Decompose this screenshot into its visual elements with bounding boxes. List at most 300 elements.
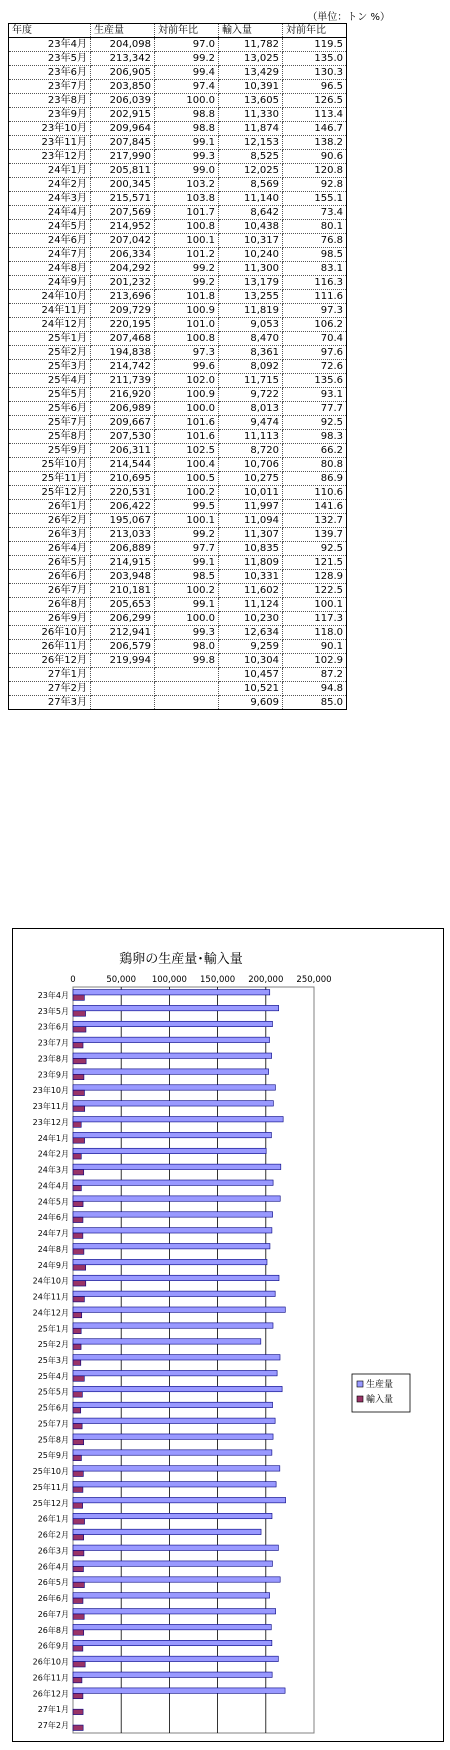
production-yoy-cell: 99.5: [155, 500, 219, 514]
y-tick-label: 24年7月: [37, 1229, 69, 1239]
bar-import: [73, 1138, 85, 1143]
production-yoy-cell: 101.2: [155, 248, 219, 262]
month-cell: 25年11月: [9, 472, 91, 486]
bar-production: [73, 1069, 269, 1074]
y-tick-label: 26年5月: [37, 1578, 69, 1588]
month-cell: 26年6月: [9, 570, 91, 584]
bar-production: [73, 1053, 272, 1058]
import-yoy-cell: 110.6: [283, 486, 347, 500]
import-yoy-cell: 92.5: [283, 542, 347, 556]
y-tick-label: 26年8月: [37, 1625, 69, 1635]
chart-title: 鶏卵の生産量･輸入量: [119, 952, 243, 967]
production-cell: 210,181: [91, 584, 155, 598]
month-cell: 24年8月: [9, 262, 91, 276]
month-cell: 27年2月: [9, 682, 91, 696]
table-row: [9, 52, 347, 66]
table-row: [9, 346, 347, 360]
import-cell: 8,013: [219, 402, 283, 416]
production-yoy-cell: 99.2: [155, 262, 219, 276]
import-cell: 10,230: [219, 612, 283, 626]
month-cell: 26年2月: [9, 514, 91, 528]
import-cell: 11,819: [219, 304, 283, 318]
y-tick-label: 24年2月: [37, 1149, 69, 1159]
production-yoy-cell: 98.8: [155, 108, 219, 122]
table-row: [9, 80, 347, 94]
x-tick-label: 0: [70, 975, 76, 985]
month-cell: 25年5月: [9, 388, 91, 402]
column-header: 対前年比: [283, 24, 347, 38]
x-tick-label: 200,000: [248, 975, 284, 985]
month-cell: 27年3月: [9, 696, 91, 710]
production-cell: 220,195: [91, 318, 155, 332]
table-row: [9, 38, 347, 52]
bar-production: [73, 1307, 285, 1312]
bar-production: [73, 1370, 277, 1375]
import-yoy-cell: 138.2: [283, 136, 347, 150]
production-yoy-cell: 100.0: [155, 612, 219, 626]
bar-production: [73, 1672, 272, 1677]
month-cell: 25年1月: [9, 332, 91, 346]
y-tick-label: 25年4月: [37, 1371, 69, 1381]
bar-import: [73, 1249, 84, 1254]
table-row: [9, 430, 347, 444]
bar-production: [73, 1545, 278, 1550]
bar-production: [73, 1005, 279, 1010]
bar-production: [73, 1402, 273, 1407]
bar-import: [73, 1519, 85, 1524]
month-cell: 23年9月: [9, 108, 91, 122]
y-tick-label: 26年7月: [37, 1609, 69, 1619]
y-tick-label: 26年3月: [37, 1546, 69, 1556]
month-cell: 25年6月: [9, 402, 91, 416]
table-row: [9, 402, 347, 416]
table-row: [9, 570, 347, 584]
import-cell: 10,275: [219, 472, 283, 486]
production-cell: 204,292: [91, 262, 155, 276]
production-yoy-cell: 100.8: [155, 220, 219, 234]
import-cell: 12,634: [219, 626, 283, 640]
import-yoy-cell: 92.8: [283, 178, 347, 192]
y-tick-label: 24年5月: [37, 1197, 69, 1207]
import-cell: 10,391: [219, 80, 283, 94]
import-yoy-cell: 132.7: [283, 514, 347, 528]
production-cell: 205,811: [91, 164, 155, 178]
import-yoy-cell: 155.1: [283, 192, 347, 206]
y-tick-label: 24年1月: [37, 1133, 69, 1143]
production-yoy-cell: 100.9: [155, 388, 219, 402]
y-tick-label: 25年8月: [37, 1435, 69, 1445]
production-yoy-cell: 100.0: [155, 402, 219, 416]
bar-import: [73, 1106, 85, 1111]
month-cell: 25年2月: [9, 346, 91, 360]
production-yoy-cell: 97.7: [155, 542, 219, 556]
import-yoy-cell: 80.8: [283, 458, 347, 472]
bar-import: [73, 1614, 84, 1619]
month-cell: 23年6月: [9, 66, 91, 80]
table-row: [9, 500, 347, 514]
table-row: [9, 444, 347, 458]
production-yoy-cell: 99.6: [155, 360, 219, 374]
import-yoy-cell: 93.1: [283, 388, 347, 402]
y-tick-label: 24年10月: [32, 1276, 69, 1286]
y-tick-label: 27年1月: [37, 1705, 69, 1715]
import-yoy-cell: 130.3: [283, 66, 347, 80]
bar-production: [73, 1101, 273, 1106]
month-cell: 24年2月: [9, 178, 91, 192]
production-cell: 216,920: [91, 388, 155, 402]
bar-import: [73, 1154, 81, 1159]
bar-import: [73, 1598, 83, 1603]
bar-production: [73, 1418, 275, 1423]
import-yoy-cell: 120.8: [283, 164, 347, 178]
production-cell: 206,299: [91, 612, 155, 626]
x-tick-label: 50,000: [106, 975, 137, 985]
bar-import: [73, 1503, 83, 1508]
month-cell: 24年6月: [9, 234, 91, 248]
bar-production: [73, 1529, 261, 1534]
y-tick-label: 23年7月: [37, 1038, 69, 1048]
production-cell: 206,889: [91, 542, 155, 556]
y-tick-label: 23年9月: [37, 1070, 69, 1080]
import-yoy-cell: 106.2: [283, 318, 347, 332]
table-row: [9, 220, 347, 234]
column-header: 年度: [9, 24, 91, 38]
bar-production: [73, 1482, 276, 1487]
table-row: [9, 94, 347, 108]
month-cell: 26年3月: [9, 528, 91, 542]
production-yoy-cell: 101.0: [155, 318, 219, 332]
import-cell: 8,361: [219, 346, 283, 360]
import-yoy-cell: 97.6: [283, 346, 347, 360]
month-cell: 26年8月: [9, 598, 91, 612]
production-yoy-cell: 102.0: [155, 374, 219, 388]
table-row: [9, 248, 347, 262]
production-yoy-cell: 100.4: [155, 458, 219, 472]
table-row: [9, 164, 347, 178]
bar-import: [73, 1630, 84, 1635]
month-cell: 24年4月: [9, 206, 91, 220]
production-cell: 214,742: [91, 360, 155, 374]
import-cell: 10,331: [219, 570, 283, 584]
month-cell: 25年8月: [9, 430, 91, 444]
production-cell: 214,952: [91, 220, 155, 234]
production-yoy-cell: 99.1: [155, 556, 219, 570]
production-yoy-cell: 103.2: [155, 178, 219, 192]
y-tick-label: 26年2月: [37, 1530, 69, 1540]
unit-note: （単位：トン %）: [307, 12, 390, 23]
import-cell: 11,715: [219, 374, 283, 388]
production-yoy-cell: 99.4: [155, 66, 219, 80]
production-cell: 217,990: [91, 150, 155, 164]
chart-area: [12, 928, 444, 1742]
bar-production: [73, 1513, 272, 1518]
production-yoy-cell: 101.7: [155, 206, 219, 220]
production-yoy-cell: 98.0: [155, 640, 219, 654]
table-row: [9, 556, 347, 570]
bar-production: [73, 1466, 280, 1471]
y-tick-label: 25年5月: [37, 1387, 69, 1397]
table-header-row: [9, 24, 347, 38]
table-row: [9, 332, 347, 346]
import-cell: 10,521: [219, 682, 283, 696]
import-yoy-cell: 96.5: [283, 80, 347, 94]
legend-label: 生産量: [366, 1380, 394, 1390]
import-yoy-cell: 86.9: [283, 472, 347, 486]
bar-production: [73, 1386, 282, 1391]
production-cell: 203,850: [91, 80, 155, 94]
import-yoy-cell: 121.5: [283, 556, 347, 570]
production-yoy-cell: 97.3: [155, 346, 219, 360]
legend-swatch: [357, 1381, 363, 1387]
table-body: [9, 38, 347, 710]
import-cell: 9,053: [219, 318, 283, 332]
table-row: [9, 206, 347, 220]
production-cell: 211,739: [91, 374, 155, 388]
bar-production: [73, 1021, 272, 1026]
y-tick-label: 25年2月: [37, 1340, 69, 1350]
production-yoy-cell: 98.8: [155, 122, 219, 136]
production-cell: 201,232: [91, 276, 155, 290]
month-cell: 26年1月: [9, 500, 91, 514]
bar-import: [73, 1439, 84, 1444]
production-yoy-cell: 100.0: [155, 94, 219, 108]
production-cell: [91, 696, 155, 710]
import-cell: 11,124: [219, 598, 283, 612]
y-tick-label: 23年8月: [37, 1054, 69, 1064]
import-cell: 10,835: [219, 542, 283, 556]
bar-production: [73, 1355, 280, 1360]
table-row: [9, 262, 347, 276]
import-yoy-cell: 73.4: [283, 206, 347, 220]
bar-import: [73, 1376, 84, 1381]
table-row: [9, 486, 347, 500]
import-cell: 11,300: [219, 262, 283, 276]
import-yoy-cell: 83.1: [283, 262, 347, 276]
bar-import: [73, 1328, 81, 1333]
import-cell: 10,457: [219, 668, 283, 682]
table-row: [9, 318, 347, 332]
month-cell: 24年3月: [9, 192, 91, 206]
y-tick-label: 23年12月: [32, 1117, 69, 1127]
bar-production: [73, 1243, 270, 1248]
import-yoy-cell: 122.5: [283, 584, 347, 598]
bar-import: [73, 1566, 83, 1571]
bar-production: [73, 1132, 271, 1137]
import-cell: 11,874: [219, 122, 283, 136]
production-yoy-cell: [155, 668, 219, 682]
production-yoy-cell: 101.6: [155, 430, 219, 444]
month-cell: 23年4月: [9, 38, 91, 52]
production-cell: 206,989: [91, 402, 155, 416]
y-tick-label: 24年12月: [32, 1308, 69, 1318]
production-yoy-cell: 102.5: [155, 444, 219, 458]
production-cell: 203,948: [91, 570, 155, 584]
bar-production: [73, 1196, 280, 1201]
import-cell: 8,720: [219, 444, 283, 458]
bar-import: [73, 1392, 82, 1397]
table-row: [9, 192, 347, 206]
column-header: 生産量: [91, 24, 155, 38]
bar-import: [73, 1185, 81, 1190]
month-cell: 25年9月: [9, 444, 91, 458]
import-yoy-cell: 118.0: [283, 626, 347, 640]
table-row: [9, 108, 347, 122]
production-cell: 214,915: [91, 556, 155, 570]
import-cell: 11,307: [219, 528, 283, 542]
month-cell: 25年3月: [9, 360, 91, 374]
table-row: [9, 528, 347, 542]
month-cell: 23年7月: [9, 80, 91, 94]
production-cell: 215,571: [91, 192, 155, 206]
bar-import: [73, 1535, 84, 1540]
table-row: [9, 458, 347, 472]
import-cell: 13,255: [219, 290, 283, 304]
production-cell: 213,696: [91, 290, 155, 304]
import-yoy-cell: 113.4: [283, 108, 347, 122]
import-yoy-cell: 92.5: [283, 416, 347, 430]
table-row: [9, 136, 347, 150]
month-cell: 23年11月: [9, 136, 91, 150]
import-yoy-cell: 146.7: [283, 122, 347, 136]
bar-import: [73, 1662, 85, 1667]
month-cell: 26年12月: [9, 654, 91, 668]
import-cell: 10,011: [219, 486, 283, 500]
import-cell: 11,113: [219, 430, 283, 444]
table-row: [9, 304, 347, 318]
y-tick-label: 23年5月: [37, 1006, 69, 1016]
import-yoy-cell: 141.6: [283, 500, 347, 514]
bar-production: [73, 1180, 273, 1185]
production-yoy-cell: 101.6: [155, 416, 219, 430]
import-cell: 10,706: [219, 458, 283, 472]
import-yoy-cell: 98.3: [283, 430, 347, 444]
bar-production: [73, 1450, 272, 1455]
month-cell: 26年7月: [9, 584, 91, 598]
production-yoy-cell: 100.5: [155, 472, 219, 486]
import-cell: 8,092: [219, 360, 283, 374]
bar-import: [73, 1677, 82, 1682]
table-row: [9, 360, 347, 374]
import-yoy-cell: 66.2: [283, 444, 347, 458]
month-cell: 27年1月: [9, 668, 91, 682]
y-tick-label: 26年9月: [37, 1641, 69, 1651]
month-cell: 24年12月: [9, 318, 91, 332]
bar-import: [73, 1265, 86, 1270]
y-tick-label: 25年7月: [37, 1419, 69, 1429]
bar-production: [73, 1037, 270, 1042]
legend-swatch: [357, 1396, 363, 1402]
import-yoy-cell: 76.8: [283, 234, 347, 248]
x-tick-label: 250,000: [296, 975, 332, 985]
production-yoy-cell: 103.8: [155, 192, 219, 206]
import-yoy-cell: 111.6: [283, 290, 347, 304]
bar-production: [73, 1497, 286, 1502]
import-yoy-cell: 87.2: [283, 668, 347, 682]
production-cell: 207,468: [91, 332, 155, 346]
production-cell: 207,530: [91, 430, 155, 444]
import-cell: 8,470: [219, 332, 283, 346]
production-cell: 207,845: [91, 136, 155, 150]
production-cell: [91, 682, 155, 696]
y-tick-label: 24年11月: [32, 1292, 69, 1302]
production-cell: 207,569: [91, 206, 155, 220]
production-yoy-cell: 99.2: [155, 528, 219, 542]
bar-import: [73, 1423, 82, 1428]
bar-import: [73, 1043, 83, 1048]
y-tick-label: 25年10月: [32, 1467, 69, 1477]
bar-production: [73, 1228, 272, 1233]
table-row: [9, 584, 347, 598]
import-cell: 8,642: [219, 206, 283, 220]
month-cell: 24年7月: [9, 248, 91, 262]
table-row: [9, 178, 347, 192]
bar-production: [73, 990, 270, 995]
import-yoy-cell: 94.8: [283, 682, 347, 696]
y-tick-label: 24年8月: [37, 1244, 69, 1254]
production-cell: 220,531: [91, 486, 155, 500]
month-cell: 24年1月: [9, 164, 91, 178]
import-cell: 10,240: [219, 248, 283, 262]
bar-import: [73, 1408, 81, 1413]
production-cell: 200,345: [91, 178, 155, 192]
data-table: [8, 23, 347, 710]
month-cell: 25年7月: [9, 416, 91, 430]
import-cell: 13,025: [219, 52, 283, 66]
production-cell: 205,653: [91, 598, 155, 612]
table-row: [9, 472, 347, 486]
bar-production: [73, 1085, 275, 1090]
import-yoy-cell: 90.1: [283, 640, 347, 654]
production-cell: 206,579: [91, 640, 155, 654]
production-yoy-cell: [155, 696, 219, 710]
import-yoy-cell: 126.5: [283, 94, 347, 108]
table-row: [9, 122, 347, 136]
bar-production: [73, 1434, 273, 1439]
month-cell: 23年8月: [9, 94, 91, 108]
y-tick-label: 25年9月: [37, 1451, 69, 1461]
legend-label: 輸入量: [366, 1395, 394, 1405]
import-yoy-cell: 117.3: [283, 612, 347, 626]
y-tick-label: 24年3月: [37, 1165, 69, 1175]
bar-production: [73, 1117, 283, 1122]
bar-import: [73, 1471, 83, 1476]
production-cell: 213,342: [91, 52, 155, 66]
bar-import: [73, 1582, 84, 1587]
bar-import: [73, 1074, 84, 1079]
month-cell: 23年10月: [9, 122, 91, 136]
x-tick-label: 100,000: [151, 975, 187, 985]
import-cell: 9,474: [219, 416, 283, 430]
production-yoy-cell: 100.2: [155, 584, 219, 598]
table-row: [9, 668, 347, 682]
y-tick-label: 26年1月: [37, 1514, 69, 1524]
table-row: [9, 612, 347, 626]
bar-production: [73, 1640, 272, 1645]
production-cell: 209,729: [91, 304, 155, 318]
table-row: [9, 542, 347, 556]
bar-import: [73, 1027, 86, 1032]
import-yoy-cell: 72.6: [283, 360, 347, 374]
y-tick-label: 24年6月: [37, 1213, 69, 1223]
production-cell: 195,067: [91, 514, 155, 528]
production-yoy-cell: 97.0: [155, 38, 219, 52]
month-cell: 26年5月: [9, 556, 91, 570]
y-tick-label: 25年11月: [32, 1482, 69, 1492]
import-cell: 11,997: [219, 500, 283, 514]
import-cell: 12,025: [219, 164, 283, 178]
production-yoy-cell: 99.2: [155, 52, 219, 66]
table-row: [9, 416, 347, 430]
